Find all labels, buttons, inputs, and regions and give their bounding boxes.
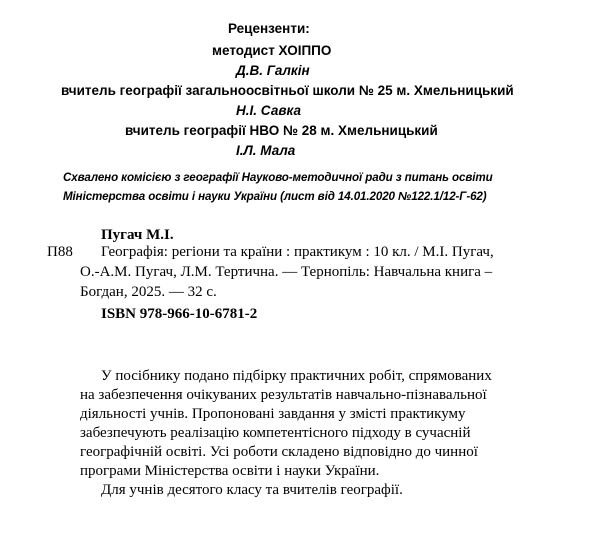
reviewer-1-name: Д.В. Галкін [236, 63, 310, 78]
annotation-line-2: на забезпечення очікуваних результатів навчально-пізнавальної [80, 387, 487, 403]
reviewer-2-name: Н.І. Савка [236, 103, 302, 118]
annotation-line-4: забезпечують реалізацію компетентісного підходу в сучасній [80, 425, 471, 441]
reviewer-3-name: І.Л. Мала [236, 143, 296, 158]
annotation-line-1: У посібнику подано підбірку практичних робіт, спрямованих [101, 368, 492, 384]
annotation-line-3: діяльності учнів. Пропоновані завдання у змісті практикуму [80, 406, 466, 422]
isbn: ISBN 978-966-10-6781-2 [101, 306, 258, 322]
reviewers-heading: Рецензенти: [228, 21, 310, 36]
book-author: Пугач М.І. [101, 227, 174, 243]
reviewer-1-position: методист ХОІППО [212, 43, 332, 58]
biblio-line-2: О.-А.М. Пугач, Л.М. Тертична. — Тернопіль: Навчальна книга – [80, 264, 493, 280]
catalog-index: П88 [47, 244, 73, 260]
approval-line-1: Схвалено комісією з географії Науково-методичної ради з питань освіти [63, 171, 493, 184]
biblio-line-1: Географія: регіони та країни : практикум : 10 кл. / М.І. Пугач, [101, 244, 494, 260]
approval-line-2: Міністерства освіти і науки України (лист від 14.01.2020 №122.1/12-Г-62) [63, 190, 487, 203]
annotation-line-5: географічній освіті. Усі роботи складено відповідно до чинної [80, 444, 478, 460]
reviewer-3-position: вчитель географії НВО № 28 м. Хмельницький [125, 123, 438, 138]
biblio-line-3: Богдан, 2025. — 32 с. [80, 284, 217, 300]
annotation-line-6: програми Міністерства освіти і науки України. [80, 463, 380, 479]
annotation-audience: Для учнів десятого класу та вчителів географії. [101, 482, 403, 498]
reviewer-2-position: вчитель географії загальноосвітньої школи № 25 м. Хмельницький [61, 83, 514, 98]
